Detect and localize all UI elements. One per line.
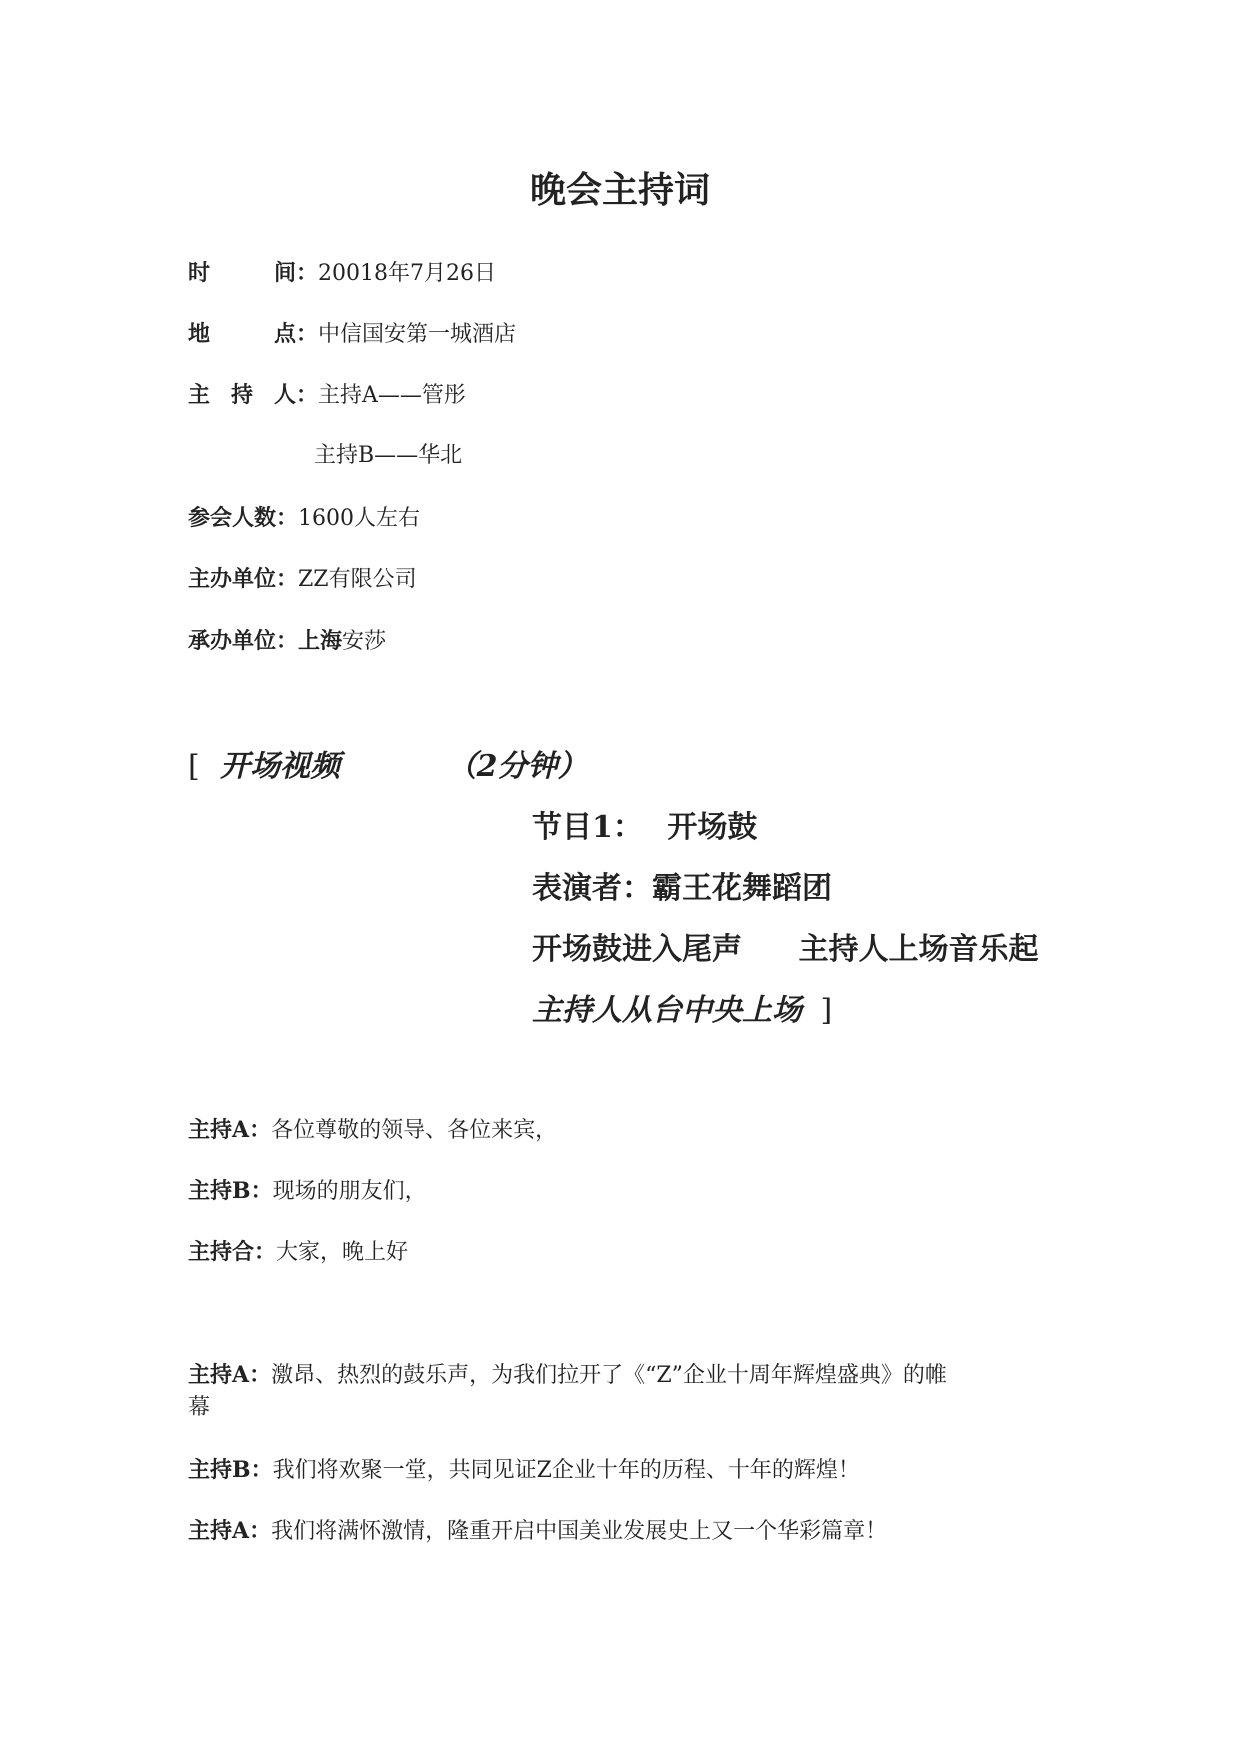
dialogue-continuation: 幕 [188,1395,211,1420]
organizer-value: ZZ有限公司 [298,567,417,592]
bracket-open: [ [188,749,200,784]
undertaker-value-bold: 上海 [298,628,343,654]
info-row-place [188,319,516,350]
dialogue-line [188,1115,557,1146]
program-cue-3-line [532,991,832,1031]
colon: ： [296,260,319,286]
program-cue-line [532,930,1038,970]
program-item-name: 开场鼓 [667,810,758,845]
dialogue-line [188,1237,408,1268]
host-label: 主持人 [188,382,296,408]
program-cue-3: 主持人从台中央上场 [532,993,802,1028]
dialogue-text: 我们将欢聚一堂，共同见证Z企业十年的历程、十年的辉煌！ [272,1458,860,1483]
opening-duration: （2分钟） [446,749,588,784]
undertaker-value: 安莎 [342,629,387,654]
speaker-label: 主持合： [188,1239,277,1265]
colon: ： [296,382,319,408]
dialogue-text: 大家，晚上好 [276,1240,409,1265]
info-row-attendees [188,503,420,534]
organizer-label: 主办单位： [188,566,299,592]
program-item-number: 节目1： [532,810,643,845]
bracket-close: ] [820,993,833,1028]
dialogue-text: 现场的朋友们， [272,1179,427,1204]
dialogue-line [188,1360,947,1391]
speaker-label: 主持A： [188,1518,272,1544]
program-opening-line [188,747,588,787]
dialogue-text: 各位尊敬的领导、各位来宾， [271,1118,558,1143]
program-cue-2: 主持人上场音乐起 [798,932,1039,967]
speaker-label: 主持A： [188,1362,272,1388]
speaker-label: 主持A： [188,1117,272,1143]
time-value: 20018年7月26日 [318,261,496,286]
speaker-label: 主持B： [188,1457,273,1483]
program-performer: 表演者：霸王花舞蹈团 [532,871,832,906]
opening-video: 开场视频 [220,749,341,784]
dialogue-text: 激昂、热烈的鼓乐声，为我们拉开了《“Z”企业十周年辉煌盛典》的帷 [271,1363,947,1388]
undertaker-label: 承办单位： [188,628,299,654]
dialogue-text: 我们将满怀激情，隆重开启中国美业发展史上又一个华彩篇章！ [271,1519,888,1544]
info-row-organizer [188,564,417,595]
info-row-time [188,258,496,289]
dialogue-line [188,1455,860,1486]
place-value: 中信国安第一城酒店 [318,322,517,347]
attendees-value: 1600人左右 [298,506,421,531]
info-row-host [188,380,466,411]
speaker-label: 主持B： [188,1178,273,1204]
attendees-label: 参会人数： [188,505,299,531]
colon: ： [296,321,319,347]
time-label: 时间 [188,260,296,286]
document-title: 晚会主持词 [529,169,710,211]
info-row-undertaker [188,626,386,657]
place-label: 地点 [188,321,296,347]
dialogue-line [188,1516,887,1547]
host-b-value: 主持B——华北 [314,443,463,468]
program-item-line [532,808,757,848]
program-cue-1: 开场鼓进入尾声 [532,932,742,967]
dialogue-line [188,1176,427,1207]
host-a-value: 主持A——管彤 [318,383,466,408]
info-row-host-b [314,441,462,471]
